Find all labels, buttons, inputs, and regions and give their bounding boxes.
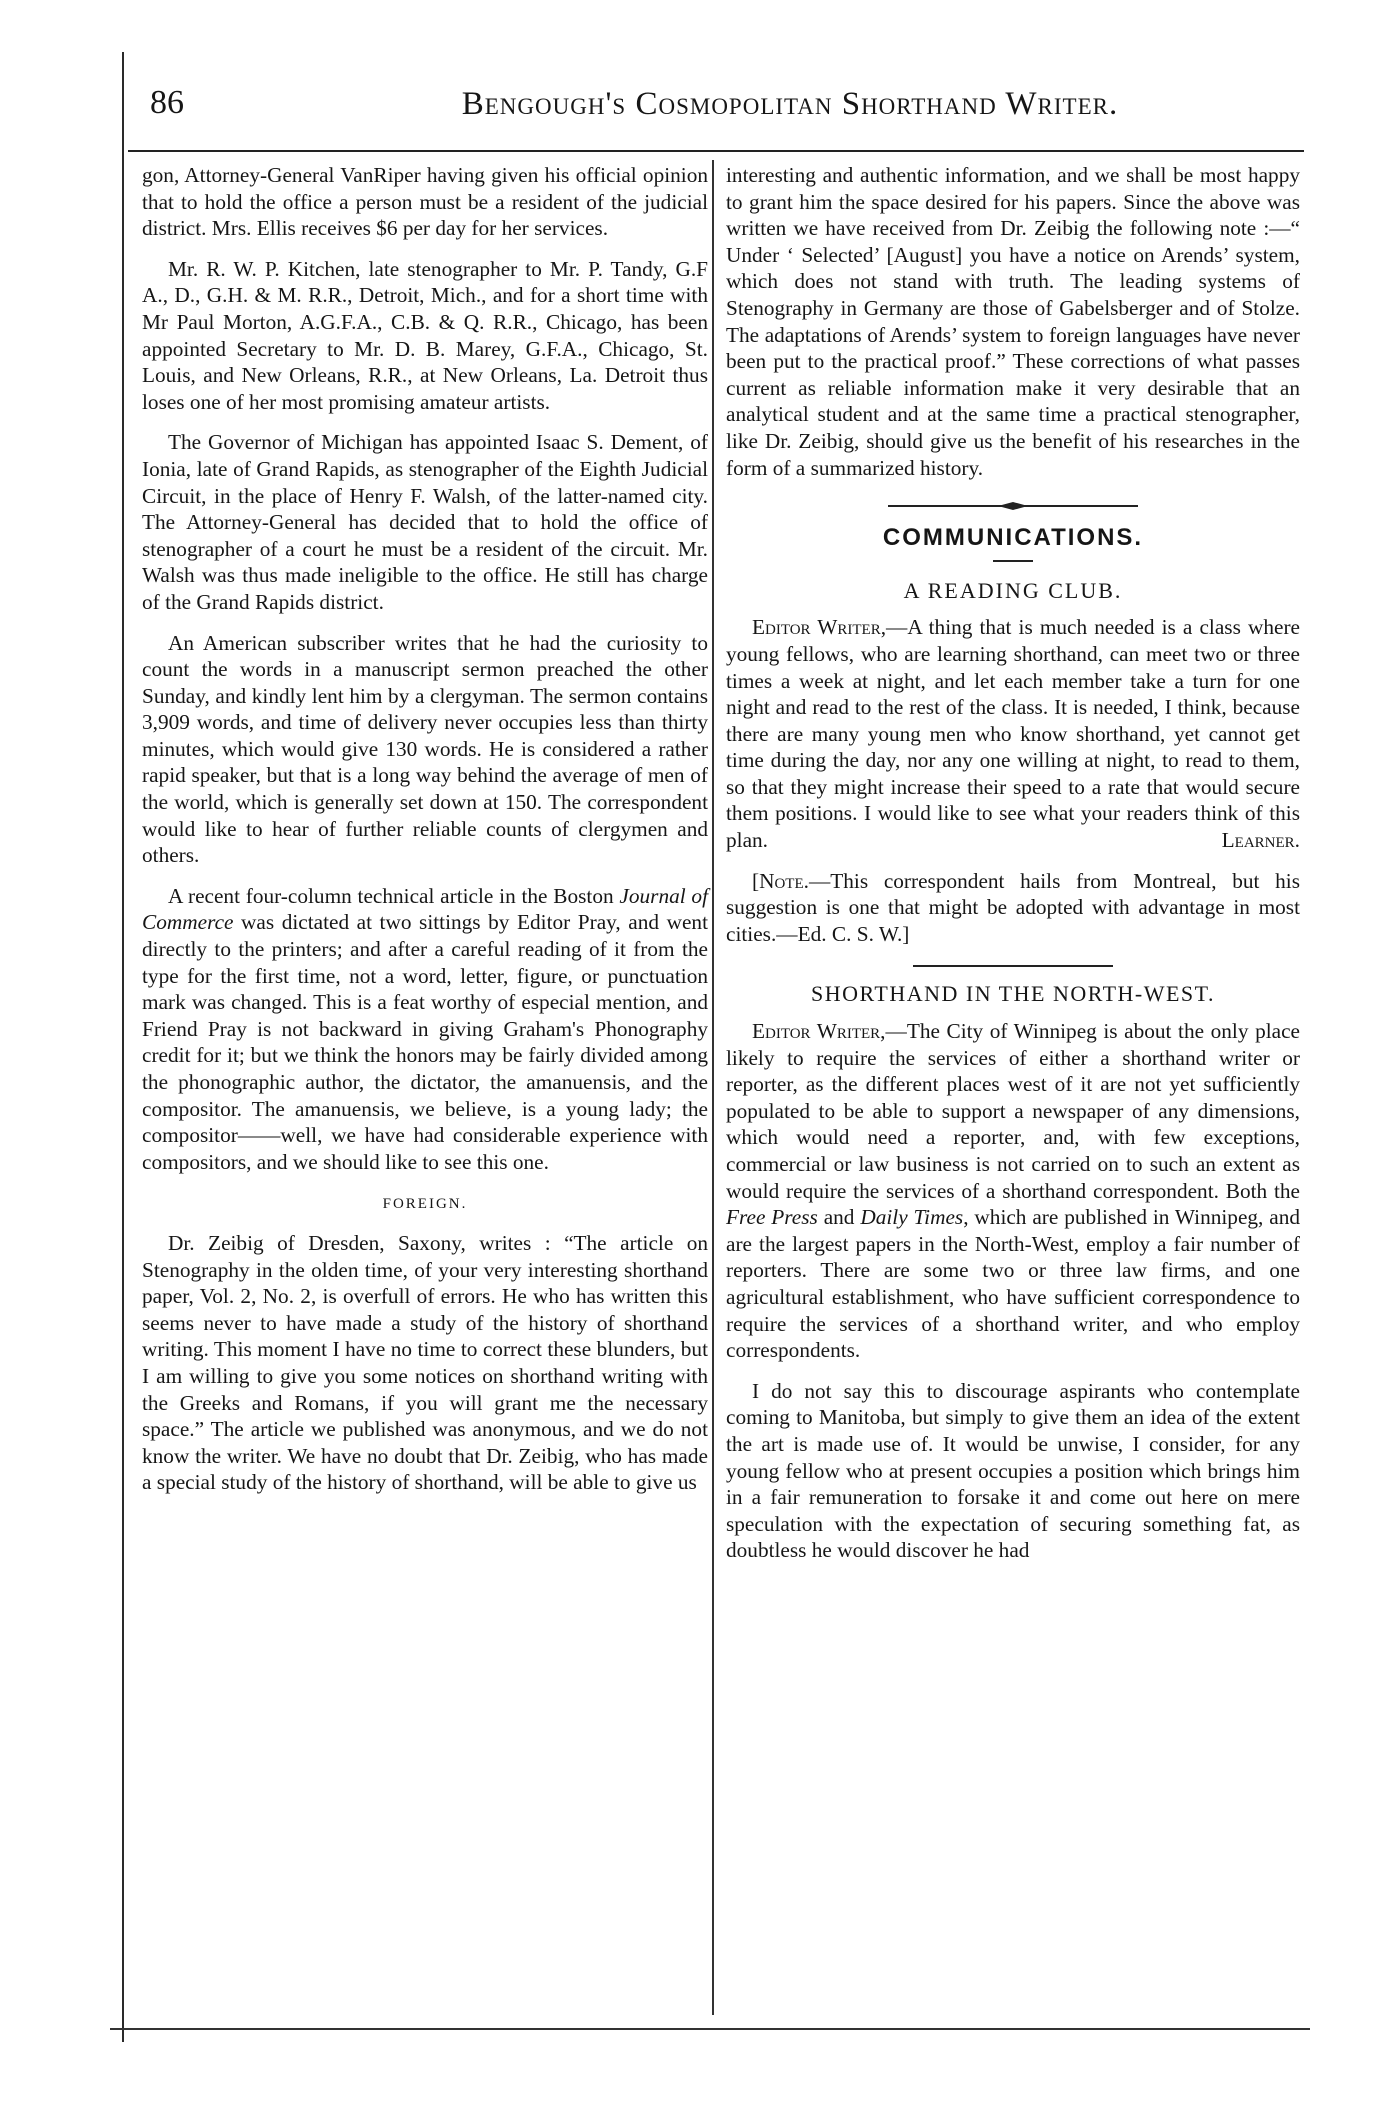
- section-rule: [913, 965, 1113, 967]
- journal-title: Journal of Commerce: [142, 883, 708, 935]
- short-rule: [993, 560, 1033, 562]
- running-title: Bengough's Cosmopolitan Shorthand Writer.: [461, 86, 1119, 122]
- foreign-heading: FOREIGN.: [382, 1196, 468, 1213]
- paragraph-boston-journal: [142, 883, 708, 1176]
- paragraph-zeibig: Dr. Zeibig of Dresden, Saxony, writes : “The article on Stenography in the olden time, of your very interesting shorthand paper, Vol. 2, No. 2, is overfull of errors. He who has written this seems never to have made a study of the history of shorthand writing. This moment I have no time to correct these blunders, but I am willing to give you some notices on shorthand writing with the Greeks and Romans, if you will grant me the necessary space.” The article we published was anonymous, and we do not know the writer. We have no doubt that Dr. Zeibig, who has made a special study of the history of shorthand, will be able to give us: [142, 1230, 708, 1495]
- text-run: —The City of Winnipeg is about the only place likely to require the services of either a shorthand writer or reporter, as the different places west of it are not yet sufficiently populated to be able to support a newspaper of any dimensions, which would need a reporter, and, with few exceptions, commercial or law business is not carried on to such an extent as would require the services of a shorthand correspondent. Both the: [726, 1019, 1300, 1203]
- note-label: [Note.: [752, 868, 809, 893]
- newspaper-title: Free Press: [726, 1205, 818, 1230]
- header-rule: [128, 150, 1304, 152]
- text-run: —This correspondent hails from Montreal, but his suggestion is one that might be adopted with advantage in most cities.—Ed. C. S. W.]: [726, 868, 1300, 946]
- left-column: [142, 162, 708, 1510]
- text-run: , which are published in Winnipeg, and are the largest papers in the North-West, employ a fair number of reporters. There are some two or three law firms, and one agricultural establishment, who have sufficient correspondence to require the services of a shorthand writer, and who employ correspondents.: [726, 1205, 1300, 1363]
- newspaper-title: Daily Times: [860, 1205, 964, 1230]
- paragraph-winnipeg: [726, 1018, 1300, 1364]
- text-run: and: [817, 1205, 861, 1230]
- text-run: was dictated at two sittings by Editor Pray, and went directly to the printers; and after a careful reading of it from the type for the first time, not a word, letter, figure, or punctuation mark was changed. This is a feat worthy of especial mention, and Friend Pray is not backward in giving Graham's Phonography credit for it; but we think the honors may be fairly divided among the phonographic author, the dictator, the amanuensis, and the compositor. The amanuensis, we believe, is a young lady; the compositor——well, we have had considerable experience with compositors, and we should like to see this one.: [142, 910, 708, 1174]
- signature: Learner.: [1221, 828, 1300, 853]
- paragraph-editor-note: [726, 868, 1300, 948]
- text-run: —A thing that is much needed is a class where young fellows, who are learning shorthand, can meet two or three times a week at night, and let each member take a turn for one night and read to the rest of the class. It is needed, I think, because there are many young men who know shorthand, yet cannot get time during the day, nor any one willing at night, to read to them, so that they might increase their speed to a rate that would secure them positions. I would like to see what your readers think of this plan.: [726, 615, 1300, 853]
- right-column: [726, 162, 1300, 1578]
- page-number: 86: [150, 84, 184, 121]
- ornament-rule-icon: [888, 501, 1138, 511]
- paragraph-manitoba: I do not say this to discourage aspirants who contemplate coming to Manitoba, but simply to give them an idea of the extent the art is made use of. It would be unwise, I consider, for any young fellow who at present occupies a position which brings him in a fair remuneration to forsake it and come out here on mere speculation with the expectation of securing something fat, as doubtless he would discover he had: [726, 1378, 1300, 1563]
- paragraph-reading-club: [726, 614, 1300, 853]
- salutation: Editor Writer,: [752, 615, 887, 640]
- reading-club-heading: A READING CLUB.: [903, 577, 1123, 603]
- paragraph-vanriper: gon, Attorney-General VanRiper having given his official opinion that to hold the office a person must be a resident of the judicial district. Mrs. Ellis receives $6 per day for her services.: [142, 163, 708, 241]
- text-run: A recent four-column technical article in the Boston: [168, 883, 620, 908]
- column-divider: [712, 160, 714, 2015]
- paragraph-sermon-count: An American subscriber writes that he had the curiosity to count the words in a manuscript sermon preached the other Sunday, and kindly lent him by a clergyman. The sermon contains 3,909 words, and time of delivery never occupies less than thirty minutes, which would give 130 words. He is considered a rather rapid speaker, but that is a long way behind the average of men of the world, which is generally set down at 150. The correspondent would like to hear of further reliable counts of clergymen and others.: [142, 630, 708, 868]
- page-header: [140, 80, 1300, 138]
- bottom-rule: [110, 2028, 1310, 2030]
- paragraph-michigan-governor: The Governor of Michigan has appointed Isaac S. Dement, of Ionia, late of Grand Rapids, as stenographer of the Eighth Judicial Circuit, in the place of Henry F. Walsh, of the latter-named city. The Attorney-General has decided that to hold the office of stenographer of a court he must be a resident of the circuit. Mr. Walsh was thus made ineligible to the office. He still has charge of the Grand Rapids district.: [142, 430, 708, 614]
- paragraph-zeibig-continued: interesting and authentic information, and we shall be most happy to grant him the space desired for his papers. Since the above was written we have received from Dr. Zeibig the following note :—“ Under ‘ Selected’ [August] you have a notice on Arends’ system, which does not stand with truth. The leading systems of Stenography in Germany are those of Gabelsberger and of Stolze. The adaptations of Arends’ system to foreign languages have never been put to the practical proof.” These corrections of what passes current as reliable information make it very desirable that an analytical student and at the same time a practical stenographer, like Dr. Zeibig, should give us the benefit of his researches in the form of a summarized history.: [726, 163, 1300, 480]
- salutation: Editor Writer,: [752, 1019, 886, 1044]
- paragraph-kitchen: Mr. R. W. P. Kitchen, late stenographer to Mr. P. Tandy, G.F A., D., G.H. & M. R.R., Detroit, Mich., and for a short time with Mr Paul Morton, A.G.F.A., C.B. & Q. R.R., Chicago, has been appointed Secretary to Mr. D. B. Marey, G.F.A., Chicago, St. Louis, and New Orleans, R.R., at New Orleans, La. Detroit thus loses one of her most promising amateur artists.: [142, 256, 708, 414]
- north-west-heading: SHORTHAND IN THE NORTH-WEST.: [811, 981, 1215, 1007]
- communications-heading: COMMUNICATIONS.: [882, 524, 1144, 552]
